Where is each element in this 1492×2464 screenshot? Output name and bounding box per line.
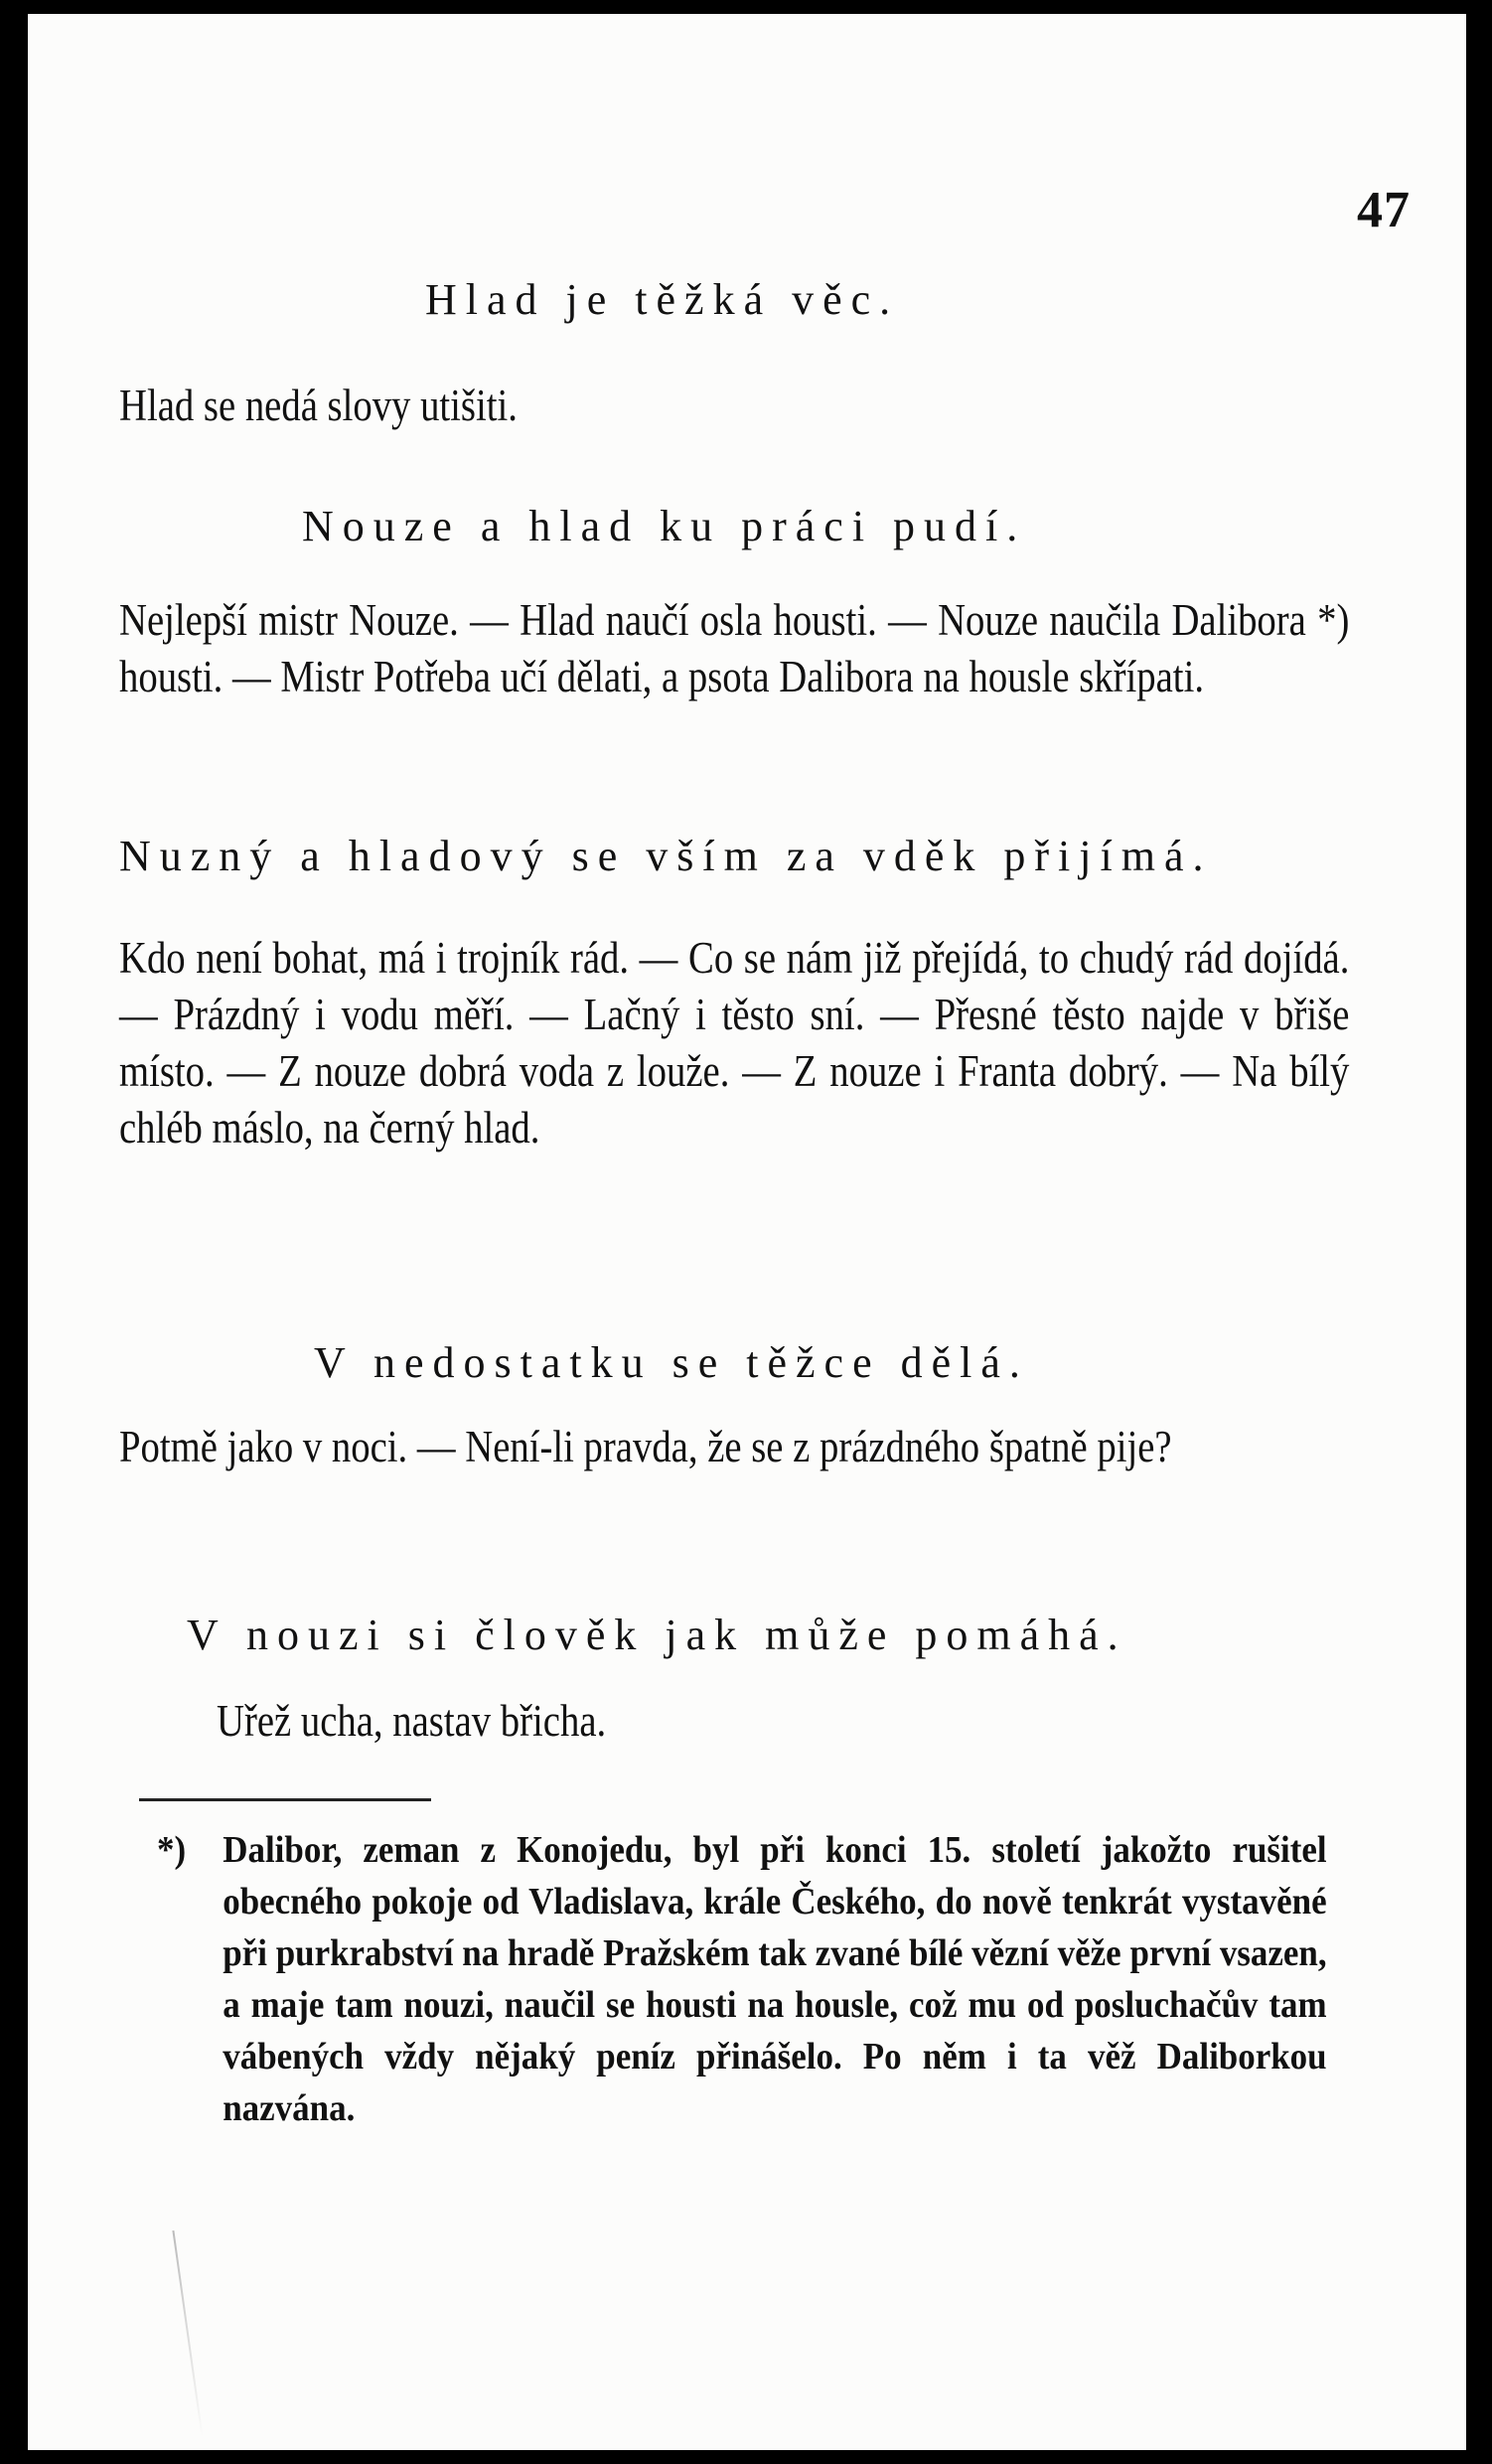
footnote-divider <box>139 1798 431 1801</box>
section-heading-1: Hlad je těžká věc. <box>425 275 900 324</box>
section-heading-2: Nouze a hlad ku práci pudí. <box>302 502 1027 550</box>
section-text-5: Uřež ucha, nastav břicha. <box>217 1696 607 1746</box>
footnote <box>157 1824 1327 2134</box>
section-heading-4: V nedostatku se těžce dělá. <box>314 1338 1029 1387</box>
scan-artifact <box>172 2231 203 2437</box>
page-number: 47 <box>1357 182 1411 238</box>
section-text-2: Nejlepší mistr Nouze. — Hlad naučí osla housti. — Nouze naučila Dalibora *) housti. — Mistr Potřeba učí dělati, a psota Dalibora na housle skřípati. <box>119 595 1350 701</box>
book-page <box>28 14 1466 2450</box>
section-text-4: Potmě jako v noci. — Není-li pravda, že se z prázdného špatně pije? <box>119 1422 1172 1471</box>
footnote-text: Dalibor, zeman z Konojedu, byl při konci 15. století jakožto rušitel obecného pokoje od Vladislava, krále Českého, do nově tenkrát vystavěné při purkrabství na hradě Pražském tak zvané bílé vězní věže první vsazen, a maje tam nouzi, naučil se housti na housle, což mu od posluchačův tam vábených vždy nějaký peníz přinášelo. Po něm i ta věž Daliborkou nazvána. <box>223 1829 1327 2129</box>
section-heading-5: V nouzi si člověk jak může pomáhá. <box>187 1611 1127 1659</box>
section-heading-3: Nuzný a hladový se vším za vděk přijímá. <box>119 832 1213 880</box>
footnote-marker: *) <box>157 1829 187 1871</box>
section-text-3: Kdo není bohat, má i trojník rád. — Co se nám již přejídá, to chudý rád dojídá. — Prázdný i vodu měří. — Lačný i těsto sní. — Přesné těsto najde v břiše místo. — Z nouze dobrá voda z louže. — Z nouze i Franta dobrý. — Na bílý chléb máslo, na černý hlad. <box>119 933 1350 1153</box>
section-text-1: Hlad se nedá slovy utišiti. <box>119 381 518 430</box>
